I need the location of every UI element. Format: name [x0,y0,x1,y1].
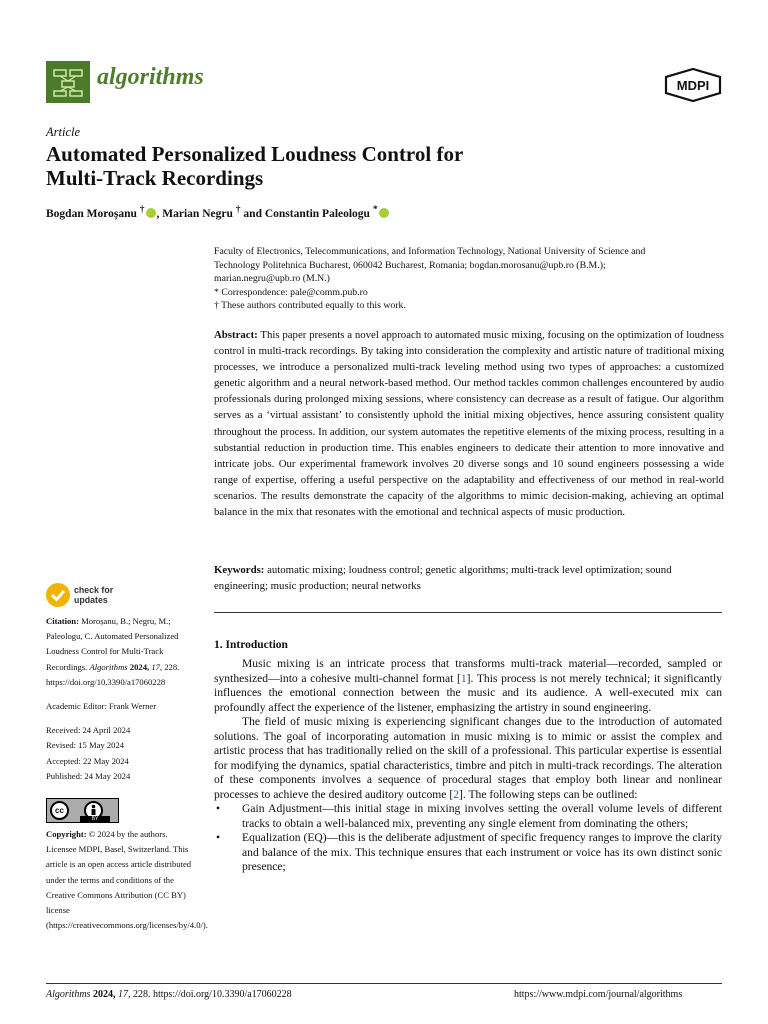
received-date: Received: 24 April 2024 [46,725,131,736]
journal-name: algorithms [97,64,204,90]
mdpi-logo [664,68,722,102]
cc-by-label: BY [80,816,110,822]
author-mark: * [372,204,378,215]
orcid-icon[interactable] [146,208,156,218]
journal-url-link[interactable]: https://www.mdpi.com/journal/algorithms [514,989,683,1000]
paragraph: Music mixing is an intricate process that transforms multi-track material—recorded, sampled or synthesized—into a cohesive multi-channel format [1]. This process is not merely technical; it significantly influences the emotional connection between the music and its audience. A well-executed mix can profoundly affect the experience of the listener, emphasizing the artistry in sound engineering. [214,657,722,714]
author-name[interactable]: Bogdan Moroșanu [46,207,137,220]
bullet-icon: • [216,831,221,844]
affiliation-line: marian.negru@upb.ro (M.N.) [214,273,330,284]
cc-icon: cc [50,801,69,820]
check-for-updates-button[interactable]: check for updates [46,583,126,609]
title-line-2: Multi-Track Recordings [46,166,264,190]
author-list: Bogdan Moroșanu † , Marian Negru † and Constantin Paleologu * [46,204,390,220]
reference-link[interactable]: 1 [460,671,467,685]
author-name[interactable]: Marian Negru [162,207,233,220]
abstract [214,327,724,520]
keywords-text: automatic mixing; loudness control; genetic algorithms; multi-track level optimization; sound engineering; music production; neural networks [214,564,672,593]
keywords-label: Keywords: [214,564,265,576]
divider [214,612,722,613]
body-text [214,657,722,875]
affiliation-line: Technology Politehnica Bucharest, 060042 Bucharest, Romania; bogdan.morosanu@upb.ro (B.M.); [214,259,606,271]
academic-editor: Academic Editor: Frank Werner [46,701,157,712]
steps-list [214,802,722,875]
author-mark: † [235,204,241,215]
revised-date: Revised: 15 May 2024 [46,740,125,751]
journal-logo-icon [46,61,90,103]
reference-link[interactable]: 2 [453,787,459,801]
citation-doi-link[interactable]: 228. https://doi.org/10.3390/a17060228 [46,661,180,687]
bullet-icon: • [216,802,221,815]
list-item: • Equalization (EQ)—this is the deliberate adjustment of specific frequency ranges to improve the clarity and balance of the mix. This technique ensures that each instrument or voice has its own distinct sonic presence; [216,831,723,873]
check-updates-icon [46,583,70,607]
accepted-date: Accepted: 22 May 2024 [46,755,129,766]
abstract-text: This paper presents a novel approach to automated music mixing, focusing on the optimization of loudness control in multi-track recordings. By taking into consideration the complexity and artistic nature of traditional mixing processes, we introduce a personalized multi-track leveling method using two types of approaches: a customized genetic algorithm and a neural network-based method. Our method tackles common challenges encountered by audio professionals during prolonged mixing sessions, where consistency can decrease as a result of fatigue. Our algorithm serves as a ‘virtual assistant’ to consistently uphold the initial mixing objectives, hence assuring consistent quality throughout the process. In addition, our system automates the repetitive elements of the mixing process, resulting in a substantial reduction in production time. This enables engineers to dedicate their attention to more innovative and intricate jobs. Our experimental framework involves 20 diverse songs and 10 sound engineers possessing a wide range of expertise, offering a useful perspective on the adaptability and effectiveness of our method in real-world scenarios. The results demonstrate the capacity of the algorithms to mimic decision-making, achieving an optimal balance in the mix that resonates with the emotional and technical aspects of music production. [214,329,724,519]
keywords [214,562,724,594]
article-info-sidebar [46,614,196,784]
citation: Citation: Moroșanu, B.; Negru, M.; Paleologu, C. Automated Personalized Loudness Control for Multi-Track Recordings. Algorithms 2024, 17, 228. https://doi.org/10.3390/a17060228 [46,616,180,687]
published-date: Published: 24 May 2024 [46,770,131,781]
article-type: Article [46,125,81,139]
paragraph: The field of music mixing is experiencing significant changes due to the introduction of automated solutions. The goal of incorporating automation in music mixing is to mimic or assist the complex and artistic process that has traditionally relied on the skill of a professional. This particular expertise is essential for modifying the dynamics, spatial characteristics, timbre and pitch in multi-track recordings. The alteration of these components involves a sequence of procedural stages that employ both linear and nonlinear processes to achieve the desired auditory outcome [2]. The following steps can be outlined: [214,715,722,801]
copyright-notice: Copyright: © 2024 by the authors. Licensee MDPI, Basel, Switzerland. This article is an open access article distributed under the terms and conditions of the Creative Commons Attribution (CC BY) license (https://creativecommons.org/licenses/by/4.0/). [46,829,208,931]
list-item: • Gain Adjustment—this initial stage in mixing involves setting the overall volume levels of different tracks to obtain a well-balanced mix, preventing any single element from dominating the others; [216,802,722,830]
section-heading: 1. Introduction [214,639,288,651]
footer-doi-link[interactable]: 228. https://doi.org/10.3390/a17060228 [132,989,292,1000]
equal-contribution-note: † These authors contributed equally to this work. [214,300,406,311]
footer-divider [46,983,722,984]
correspondence: * Correspondence: pale@comm.pub.ro [214,286,368,298]
publisher-name: MDPI [676,78,710,93]
article-title [46,142,706,190]
orcid-icon[interactable] [379,208,389,218]
author-mark: † [139,204,145,215]
affiliations [214,245,724,313]
affiliation-line: Faculty of Electronics, Telecommunications, and Information Technology, National University of Science and [214,246,646,257]
abstract-label: Abstract: [214,329,258,341]
footer-citation: Algorithms 2024, 17, 228. https://doi.org/10.3390/a17060228 [46,989,292,1000]
title-line-1: Automated Personalized Loudness Control for [46,142,464,166]
cc-license-badge[interactable] [46,798,119,823]
author-name[interactable]: Constantin Paleologu [264,207,370,220]
